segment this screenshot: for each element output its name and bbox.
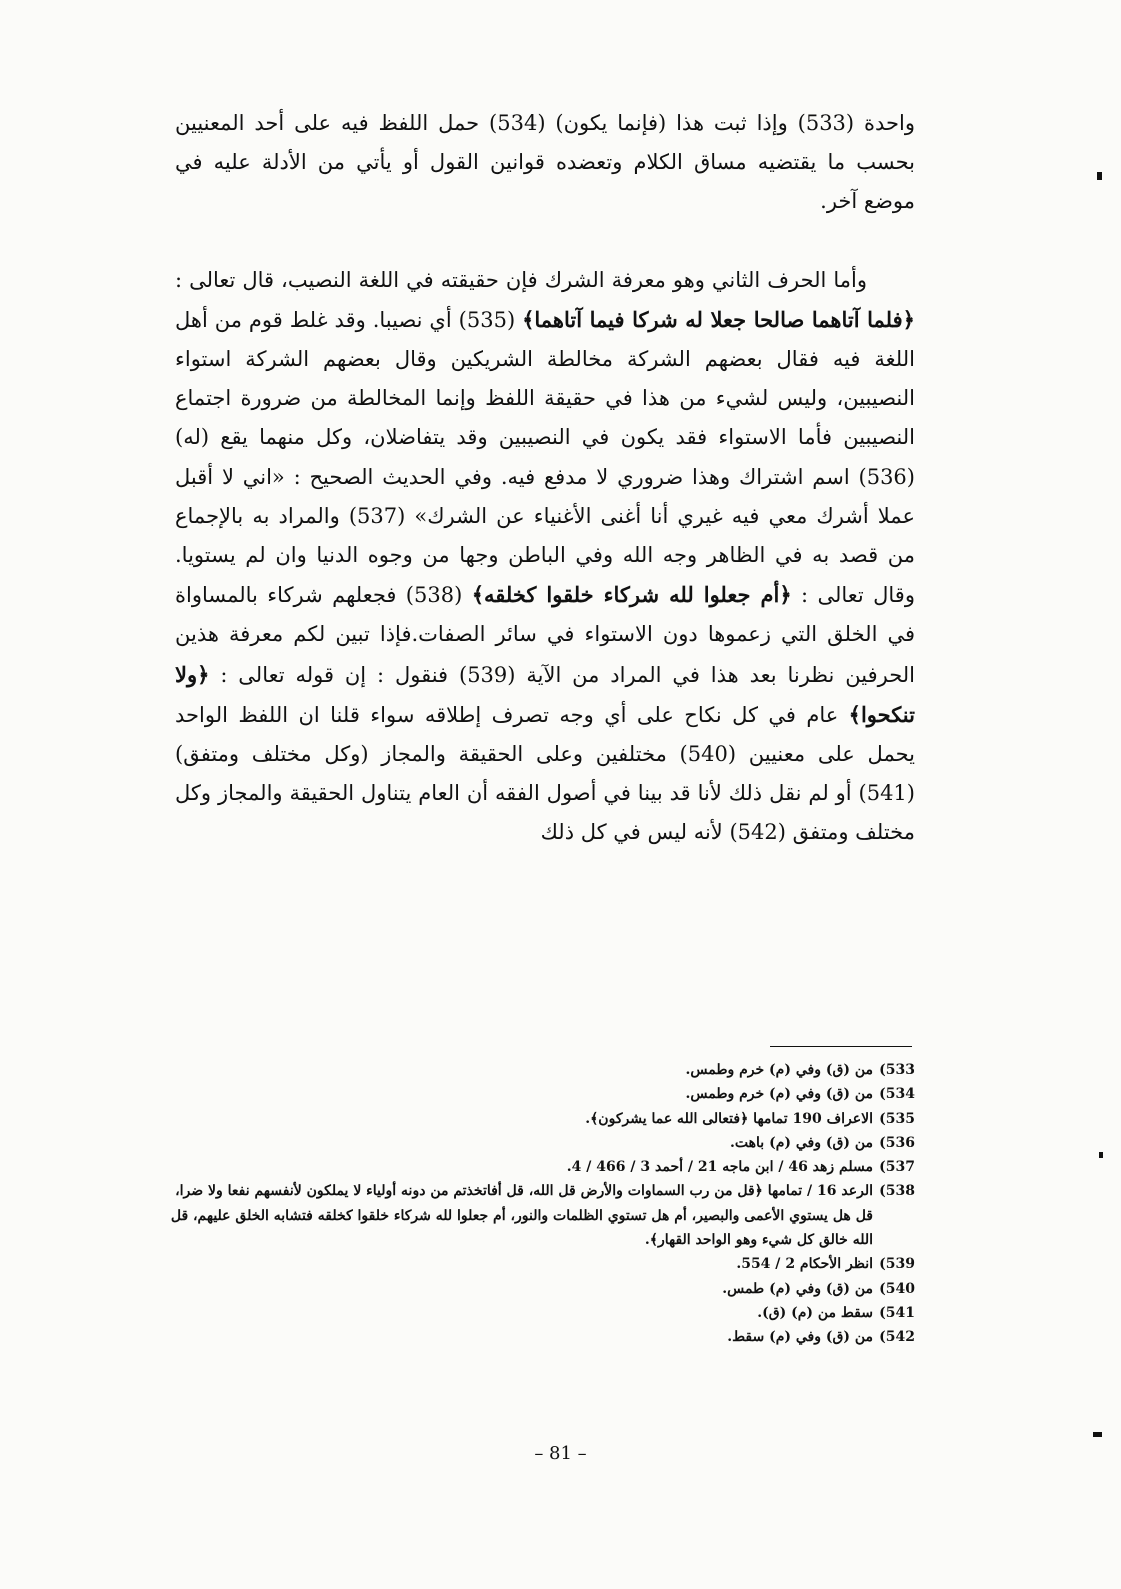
quran-verse-3: ﴿ولا تنكحوا﴾ xyxy=(175,661,915,727)
paragraph-1: واحدة (533) وإذا ثبت هذا (فإنما يكون) (534) حمل اللفظ فيه على أحد المعنيين بحسب ما يقتضيه مساق الكلام وتعضده قوانين القول أو يأتي من الأدلة عليه في موضع آخر. xyxy=(175,111,915,214)
footnote-separator xyxy=(770,1046,912,1047)
footnote-text: انظر الأحكام 2 / 554. xyxy=(736,1256,873,1273)
footnote-536 xyxy=(160,1131,915,1155)
footnote-number: 539) xyxy=(879,1256,915,1273)
footnote-number: 533) xyxy=(879,1062,915,1078)
footnote-text: الرعد 16 / تمامها ﴿قل من رب السماوات والأرض قل الله، قل أفاتخذتم من دونه أولياء لا يملكون لأنفسهم نفعا ولا ضرا، قل هل يستوي الأعمى والبصير، أم هل تستوي الظلمات والنور، أم جعلوا لله شركاء خلقوا كخلقه فتشابه الخلق عليهم، قل الله خالق كل شيء وهو الواحد القهار﴾. xyxy=(170,1183,873,1249)
footnote-text: سقط من (م) (ق). xyxy=(757,1304,873,1321)
footnote-534 xyxy=(160,1082,915,1106)
footnote-number: 535) xyxy=(879,1110,915,1127)
paragraph-2 xyxy=(175,261,915,853)
footnote-text: من (ق) وفي (م) خرم وطمس. xyxy=(685,1086,873,1103)
footnote-number: 541) xyxy=(879,1304,915,1321)
scan-mark xyxy=(1099,1152,1103,1158)
page-number: – 81 – xyxy=(534,1443,587,1464)
footnote-text: من (ق) وفي (م) طمس. xyxy=(722,1280,873,1297)
footnote-number: 540) xyxy=(879,1280,915,1297)
footnote-number: 537) xyxy=(879,1159,915,1176)
footnote-535 xyxy=(160,1107,915,1131)
scan-mark xyxy=(1097,172,1102,180)
quran-verse-1: ﴿فلما آتاهما صالحا جعلا له شركا فيما آتاهما﴾ xyxy=(522,306,915,332)
main-text xyxy=(175,104,915,853)
footnote-text: الاعراف 190 تمامها ﴿فتعالى الله عما يشركون﴾. xyxy=(585,1110,873,1127)
footnote-number: 536) xyxy=(879,1134,915,1151)
quran-verse-2: ﴿أم جعلوا لله شركاء خلقوا كخلقه﴾ xyxy=(471,582,792,608)
footnote-text: من (ق) وفي (م) سقط. xyxy=(727,1329,873,1346)
footnote-number: 534) xyxy=(879,1086,915,1103)
footnote-text: من (ق) وفي (م) خرم وطمس. xyxy=(685,1062,873,1078)
footnote-533 xyxy=(160,1058,915,1082)
footnote-number: 538) xyxy=(879,1183,915,1200)
footnote-541 xyxy=(160,1301,915,1325)
footnote-539 xyxy=(160,1252,915,1276)
footnote-text: من (ق) وفي (م) باهت. xyxy=(730,1134,873,1151)
footnote-number: 542) xyxy=(879,1329,915,1346)
paragraph-2-part-c: (538) فجعلهم شركاء بالمساواة في الخلق التي زعموها دون الاستواء في سائر الصفات.فإذا تبين لكم معرفة هذين الحرفين نظرنا بعد هذا في المراد من الآية (539) فنقول : إن قوله تعالى : xyxy=(175,583,915,687)
footnote-538 xyxy=(160,1179,915,1252)
paragraph-2-part-d: عام في كل نكاح على أي وجه تصرف إطلاقه سواء قلنا ان اللفظ الواحد يحمل على معنيين (540) مختلفين وعلى الحقيقة والمجاز (وكل مختلف ومتفق) (541) أو لم نقل ذلك لأنا قد بينا في أصول الفقه أن العام يتناول الحقيقة والمجاز وكل مختلف ومتفق (542) لأنه ليس في كل ذلك xyxy=(175,702,915,845)
paragraph-2-part-a: وأما الحرف الثاني وهو معرفة الشرك فإن حقيقته في اللغة النصيب، قال تعالى : xyxy=(175,267,867,292)
paragraph-2-part-b: (535) أي نصيبا. وقد غلط قوم من أهل اللغة فيه فقال بعضهم الشركة مخالطة الشريكين وقال بعضهم الشركة استواء النصيبين، وليس لشيء من هذا في حقيقة اللفظ وإنما المخالطة من ضرورة اجتماع النصيبين فأما الاستواء فقد يكون في النصيبين وقد يتفاضلان، وكل منهما يقع (له) (536) اسم اشتراك وهذا ضروري لا مدفع فيه. وفي الحديث الصحيح : «اني لا أقبل عملا أشرك معي فيه غيري أنا أغنى الأغنياء عن الشرك» (537) والمراد به بالإجماع من قصد به في الظاهر وجه الله وفي الباطن وجها من وجوه الدنيا وان لم يستويا. وقال تعالى : xyxy=(175,307,915,608)
footnote-text: مسلم زهد 46 / ابن ماجه 21 / أحمد 3 / 466 / 4. xyxy=(566,1159,873,1176)
footnote-542 xyxy=(160,1325,915,1349)
footnote-537 xyxy=(160,1155,915,1179)
footnotes xyxy=(160,1058,915,1350)
scan-mark xyxy=(1093,1432,1102,1437)
footnote-540 xyxy=(160,1277,915,1301)
